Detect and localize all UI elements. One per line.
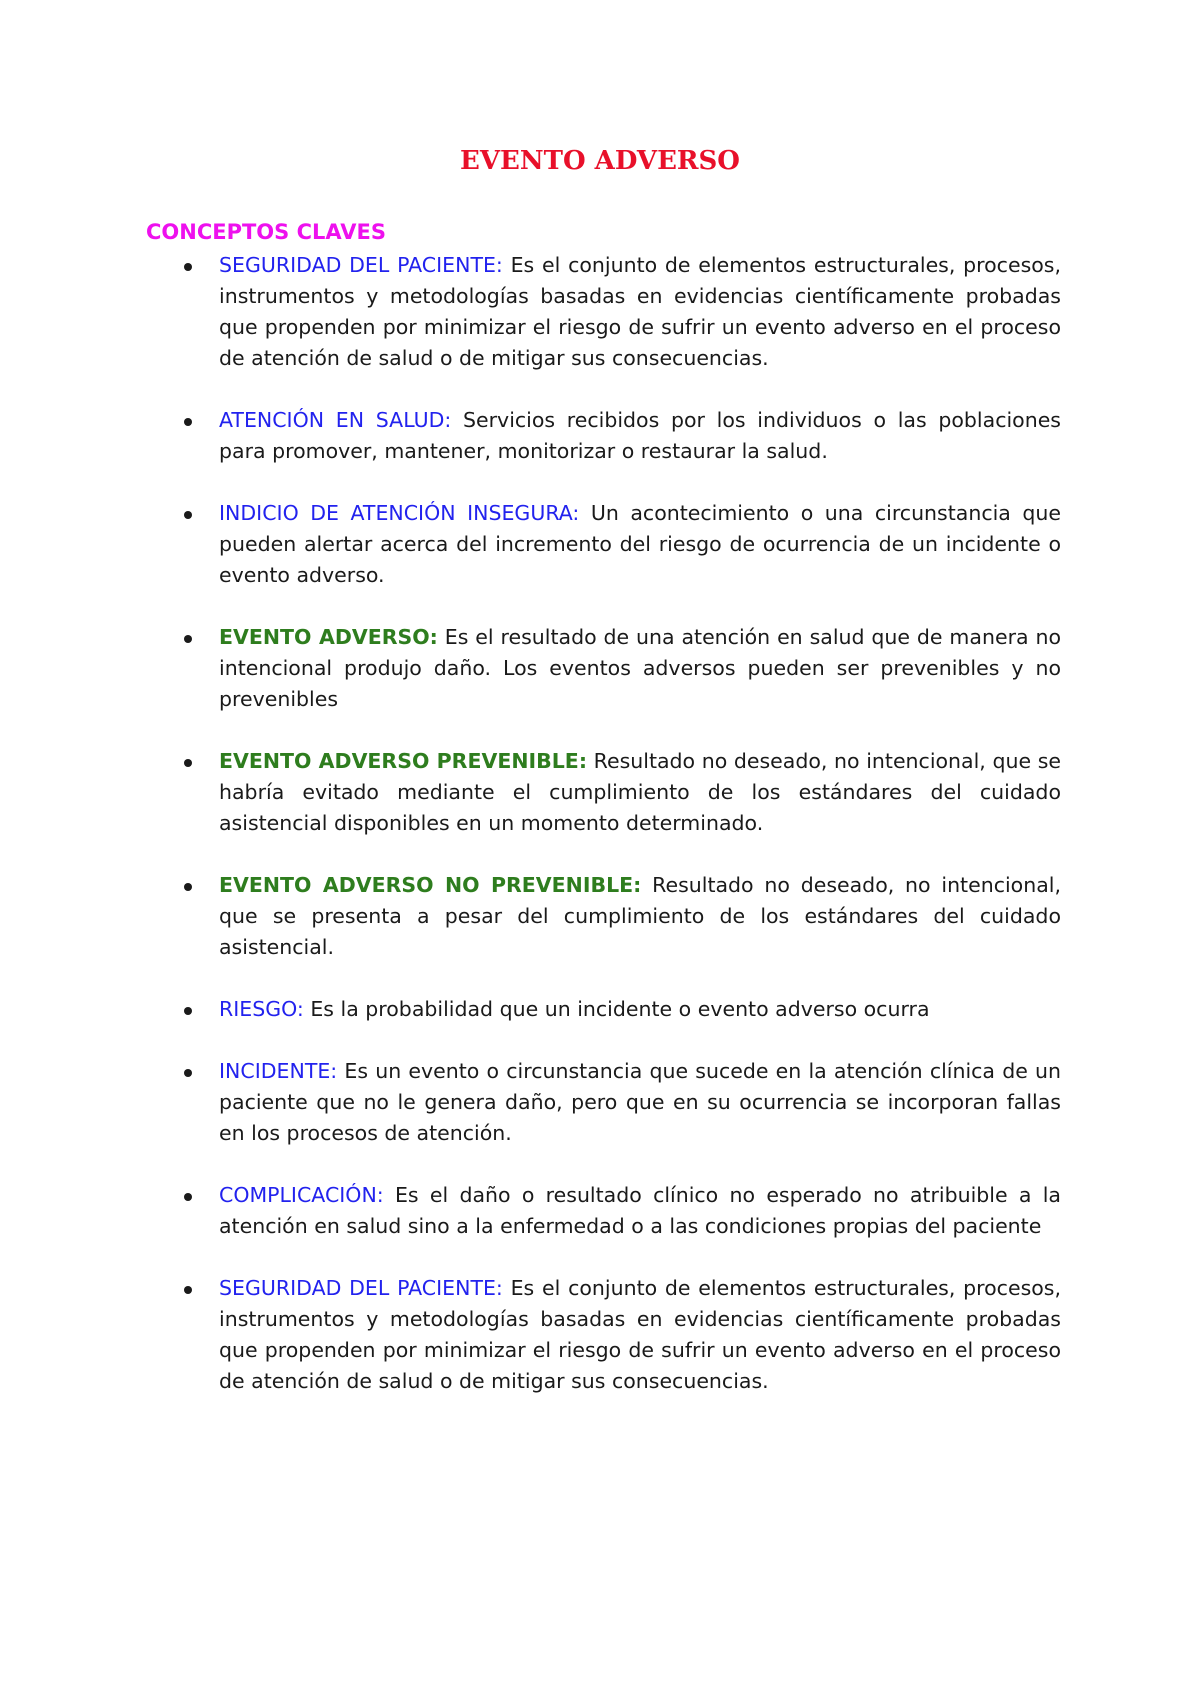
concept-term: SEGURIDAD DEL PACIENTE: (219, 1276, 503, 1300)
concept-text (219, 405, 1061, 467)
concept-text (219, 498, 1061, 591)
concept-item-evento-adverso (0, 622, 1200, 715)
bullet-icon (184, 883, 192, 891)
concept-term: INDICIO DE ATENCIÓN INSEGURA: (219, 501, 580, 525)
concept-term: COMPLICACIÓN: (219, 1183, 384, 1207)
concept-item-indicio-de-atencion-insegura (0, 498, 1200, 591)
concept-definition: Es el conjunto de elementos estructurales, procesos, instrumentos y metodologías basadas en evidencias científicamente probadas que propenden por minimizar el riesgo de sufrir un evento adverso en el proceso de atención de salud o de mitigar sus consecuencias. (219, 1276, 1061, 1393)
concept-text (219, 1180, 1061, 1242)
bullet-icon (184, 1286, 192, 1294)
concept-item-evento-adverso-prevenible (0, 746, 1200, 839)
bullet-icon (184, 418, 192, 426)
concept-definition: Resultado no deseado, no intencional, que se presenta a pesar del cumplimiento de los estándares del cuidado asistencial. (219, 873, 1061, 959)
concept-definition: Un acontecimiento o una circunstancia que pueden alertar acerca del incremento del riesgo de ocurrencia de un incidente o evento adverso. (219, 501, 1061, 587)
bullet-icon (184, 1069, 192, 1077)
bullet-icon (184, 759, 192, 767)
concept-item-complicacion (0, 1180, 1200, 1242)
concept-definition: Es la probabilidad que un incidente o evento adverso ocurra (303, 997, 930, 1021)
document-title: EVENTO ADVERSO (460, 146, 740, 176)
concept-text (219, 870, 1061, 963)
bullet-icon (184, 1193, 192, 1201)
concept-term: INCIDENTE: (219, 1059, 338, 1083)
bullet-icon (184, 511, 192, 519)
concept-definition: Servicios recibidos por los individuos o las poblaciones para promover, mantener, monitorizar o restaurar la salud. (219, 408, 1061, 463)
bullet-icon (184, 1007, 192, 1015)
concept-text (219, 746, 1061, 839)
concept-item-seguridad-del-paciente (0, 250, 1200, 374)
concept-term: EVENTO ADVERSO PREVENIBLE: (219, 749, 588, 773)
concept-term: EVENTO ADVERSO: (219, 625, 438, 649)
bullet-icon (184, 263, 192, 271)
concept-term: EVENTO ADVERSO NO PREVENIBLE: (219, 873, 642, 897)
concept-term: SEGURIDAD DEL PACIENTE: (219, 253, 503, 277)
concept-definition: Es el daño o resultado clínico no esperado no atribuible a la atención en salud sino a la enfermedad o a las condiciones propias del paciente (219, 1183, 1061, 1238)
concept-text (219, 622, 1061, 715)
concept-definition: Es el resultado de una atención en salud que de manera no intencional produjo daño. Los eventos adversos pueden ser prevenibles y no prevenibles (219, 625, 1061, 711)
concept-definition: Es el conjunto de elementos estructurales, procesos, instrumentos y metodologías basadas en evidencias científicamente probadas que propenden por minimizar el riesgo de sufrir un evento adverso en el proceso de atención de salud o de mitigar sus consecuencias. (219, 253, 1061, 370)
concept-item-atencion-en-salud (0, 405, 1200, 467)
section-heading: CONCEPTOS CLAVES (146, 220, 386, 244)
concept-list (0, 250, 1200, 1428)
concept-term: RIESGO: (219, 997, 304, 1021)
concept-item-incidente (0, 1056, 1200, 1149)
bullet-icon (184, 635, 192, 643)
concept-text (219, 1056, 1061, 1149)
concept-definition: Resultado no deseado, no intencional, que se habría evitado mediante el cumplimiento de los estándares del cuidado asistencial disponibles en un momento determinado. (219, 749, 1061, 835)
concept-text (219, 250, 1061, 374)
concept-definition: Es un evento o circunstancia que sucede en la atención clínica de un paciente que no le genera daño, pero que en su ocurrencia se incorporan fallas en los procesos de atención. (219, 1059, 1061, 1145)
concept-text (219, 1273, 1061, 1397)
concept-item-evento-adverso-no-prevenible (0, 870, 1200, 963)
concept-item-seguridad-del-paciente-repeat (0, 1273, 1200, 1397)
concept-item-riesgo (0, 994, 1200, 1025)
concept-term: ATENCIÓN EN SALUD: (219, 408, 452, 432)
concept-text (219, 994, 1061, 1025)
